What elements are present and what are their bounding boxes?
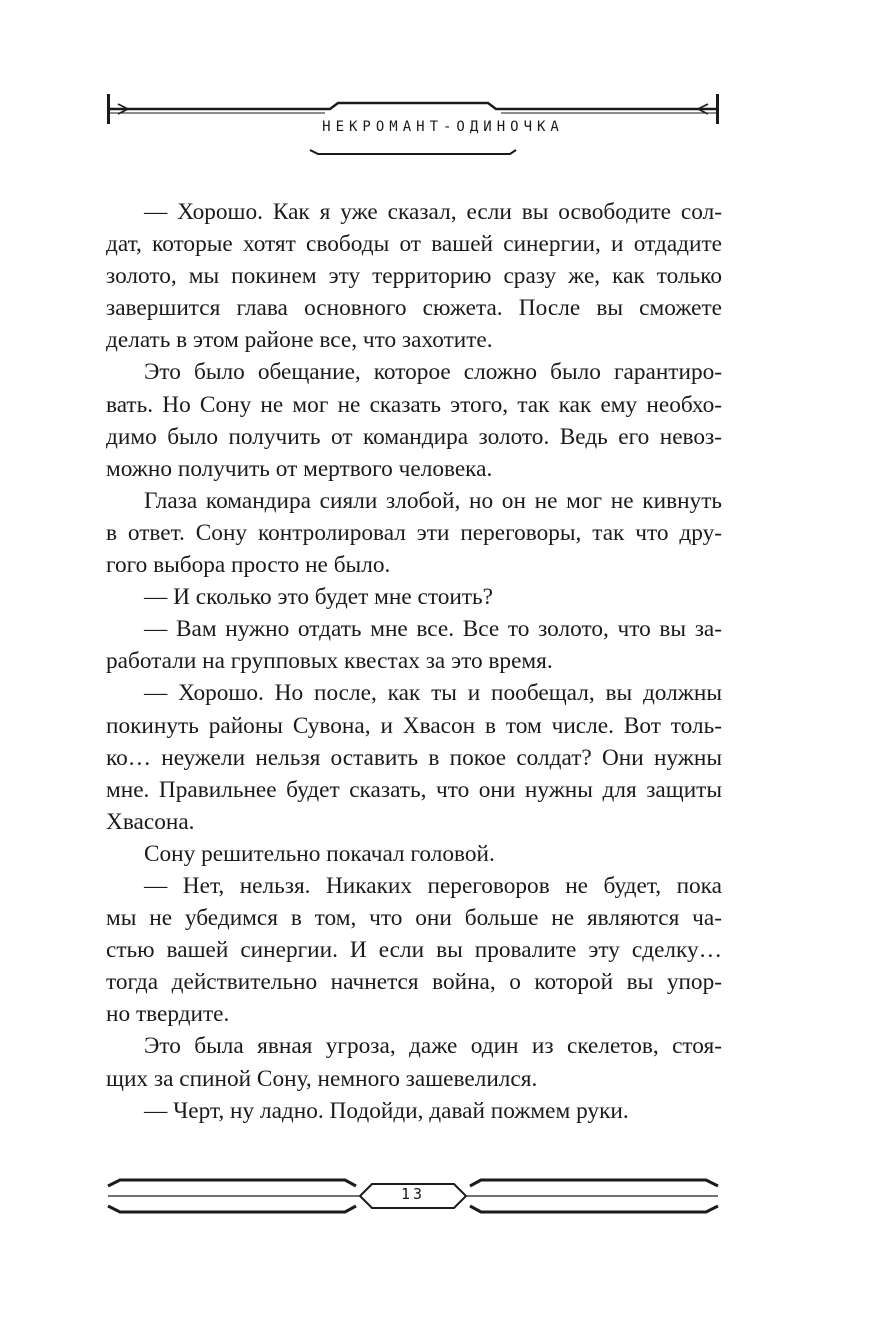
text-line: — Вам нужно отдать мне все. Все то золото, что вы за- [144, 616, 722, 643]
running-head: НЕКРОМАНТ-ОДИНОЧКА [322, 119, 564, 135]
text-line: щих за спиной Сону, немного зашевелился. [106, 1065, 538, 1092]
text-line: — Хорошо. Как я уже сказал, если вы освободите сол- [144, 199, 722, 225]
text-line: Это было обещание, которое сложно было гарантиро- [144, 359, 722, 386]
text-line: мне. Правильнее будет сказать, что они нужны для защиты [106, 776, 722, 803]
text-line: — Нет, нельзя. Никаких переговоров не будет, пока [144, 872, 722, 899]
text-line: ко… неужели нельзя оставить в покое солдат? Они нужны [106, 744, 722, 771]
text-line: золото, мы покинем эту территорию сразу же, как только [106, 263, 722, 290]
text-line: но твердите. [106, 1001, 230, 1028]
text-line: — Черт, ну ладно. Подойди, давай пожмем руки. [144, 1097, 629, 1124]
text-line: покинуть районы Сувона, и Хвасон в том числе. Вот толь- [106, 712, 722, 739]
text-line: тогда действительно начнется война, о которой вы упор- [106, 969, 722, 996]
text-line: завершится глава основного сюжета. После вы сможете [106, 295, 722, 322]
text-line: Сону решительно покачал головой. [144, 840, 495, 867]
text-line: гого выбора просто не было. [106, 552, 391, 579]
text-line: в ответ. Сону контролировал эти переговоры, так что дру- [106, 519, 722, 546]
text-line: мы не убедимся в том, что они больше не являются ча- [106, 905, 722, 932]
text-line: стью вашей синергии. И если вы провалите эту сделку… [106, 937, 722, 964]
text-line: Это была явная угроза, даже один из скелетов, стоя- [144, 1033, 722, 1060]
text-line: димо было получить от командира золото. Ведь его невоз- [106, 423, 722, 450]
header-ornament [0, 0, 886, 170]
text-line: Хвасона. [106, 808, 195, 835]
text-line: дат, которые хотят свободы от вашей синергии, и отдадите [106, 231, 722, 258]
text-line: вать. Но Сону не мог не сказать этого, так как ему необхо- [106, 391, 722, 418]
text-line: работали на групповых квестах за это время. [106, 648, 553, 675]
page-body [106, 196, 722, 1127]
text-line: делать в этом районе все, что захотите. [106, 327, 493, 354]
text-line: — Хорошо. Но после, как ты и пообещал, вы должны [144, 680, 722, 707]
page-number: 13 [400, 1185, 426, 1203]
text-line: можно получить от мертвого человека. [106, 455, 493, 482]
text-line: Глаза командира сияли злобой, но он не мог не кивнуть [144, 487, 722, 514]
text-line: — И сколько это будет мне стоить? [144, 584, 493, 611]
